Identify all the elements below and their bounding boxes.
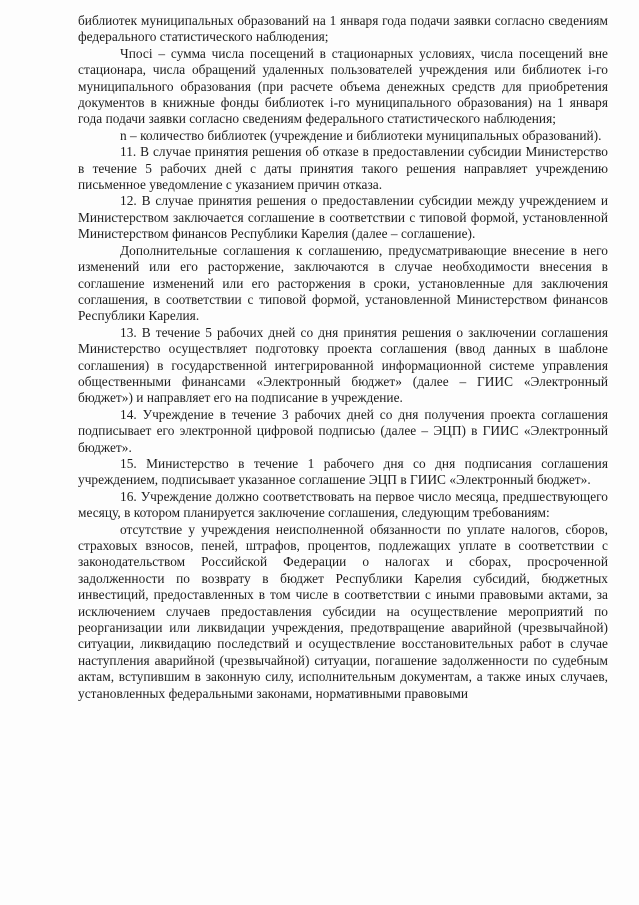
paragraph-additional-agreements: Дополнительные соглашения к соглашению, предусматривающие внесение в него изменений или его расторжение, заключаются в случае необходимости внесения в соглашение изменений или его расторжения в сроки, установленные для заключения соглашения, в соответствии с типовой формой, установленной Министерством финансов Республики Карелия.: [78, 242, 608, 324]
paragraph-item-13: 13. В течение 5 рабочих дней со дня принятия решения о заключении соглашения Министерство осуществляет подготовку проекта соглашения (ввод данных в шаблоне соглашения) в государственной интегрированной информационной системе управления общественными финансами «Электронный бюджет» (далее – ГИИС «Электронный бюджет») и направляет его на подписание в учреждение.: [78, 324, 608, 406]
paragraph-item-11: 11. В случае принятия решения об отказе в предоставлении субсидии Министерство в течение 5 рабочих дней с даты принятия такого решения направляет учреждению письменное уведомление с указанием причин отказа.: [78, 144, 608, 193]
paragraph-item-14: 14. Учреждение в течение 3 рабочих дней со дня получения проекта соглашения подписывает его электронной цифровой подписью (далее – ЭЦП) в ГИИС «Электронный бюджет».: [78, 406, 608, 455]
paragraph-continuation: библиотек муниципальных образований на 1 января года подачи заявки согласно сведениям федерального статистического наблюдения;: [78, 13, 608, 45]
paragraph-chposi-definition: Чпосі – сумма числа посещений в стационарных условиях, числа посещений вне стационара, числа обращений удаленных пользователей учреждения или библиотек i-го муниципального образования (при расчете объема денежных средств для приобретения документов в книжные фонды библиотек i-го муниципального образования) на 1 января года подачи заявки согласно сведениям федерального статистического наблюдения;: [78, 45, 608, 127]
paragraph-item-16: 16. Учреждение должно соответствовать на первое число месяца, предшествующего месяцу, в котором планируется заключение соглашения, следующим требованиям:: [78, 488, 608, 521]
paragraph-n-definition: n – количество библиотек (учреждение и библиотеки муниципальных образований).: [120, 127, 602, 143]
paragraph-item-12: 12. В случае принятия решения о предоставлении субсидии между учреждением и Министерством заключается соглашение в соответствии с типовой формой, установленной Министерством финансов Республики Карелия (далее – соглашение).: [78, 193, 608, 242]
paragraph-item-15: 15. Министерство в течение 1 рабочего дня со дня подписания соглашения учреждением, подписывает указанное соглашение ЭЦП в ГИИС «Электронный бюджет».: [78, 455, 608, 488]
paragraph-requirement-no-debt: отсутствие у учреждения неисполненной обязанности по уплате налогов, сборов, страховых взносов, пеней, штрафов, процентов, подлежащих уплате в соответствии с законодательством Российской Федерации о налогах и сборах, просроченной задолженности по возврату в бюджет Республики Карелия субсидий, бюджетных инвестиций, предоставленных в том числе в соответствии с иными правовыми актами, за исключением случаев предоставления субсидии на осуществление мероприятий по реорганизации или ликвидации учреждения, предотвращение аварийной (чрезвычайной) ситуации, ликвидацию последствий и осуществление восстановительных работ в случае наступления аварийной (чрезвычайной) ситуации, погашение задолженности по судебным актам, вступившим в законную силу, исполнительным документам, а также иных случаев, установленных федеральными законами, нормативными правовыми: [78, 521, 608, 701]
document-body: [78, 13, 608, 702]
